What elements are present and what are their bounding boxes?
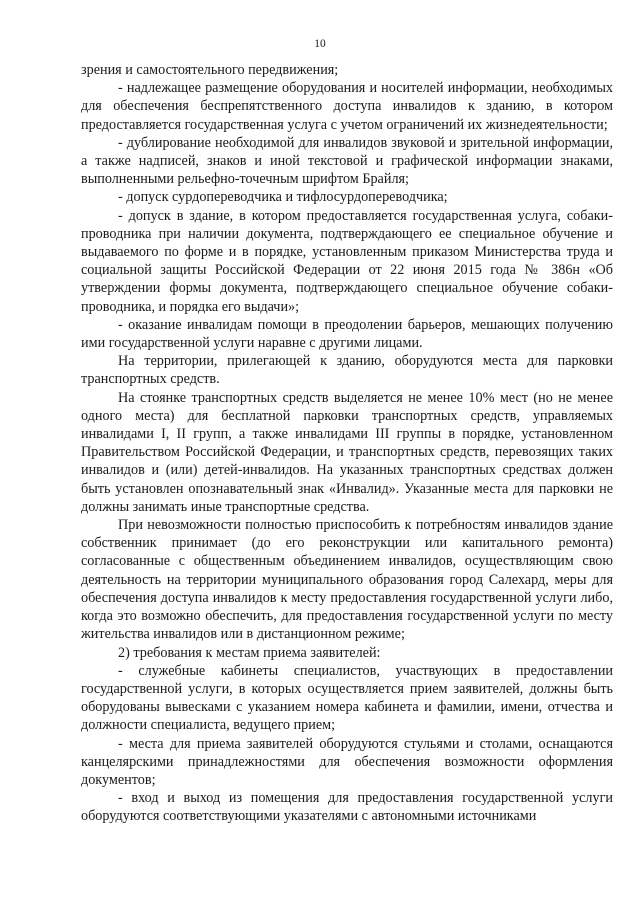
paragraph: - места для приема заявителей оборудуются стульями и столами, оснащаются канцелярскими принадлежностями для обеспечения возможности оформления документов; bbox=[81, 735, 613, 788]
paragraph: - дублирование необходимой для инвалидов звуковой и зрительной информации, а также надписей, знаков и иной текстовой и графической информации знаками, выполненными рельефно-точечным шрифтом Брайля; bbox=[81, 134, 613, 188]
paragraph: - оказание инвалидам помощи в преодолении барьеров, мешающих получению ими государственной услуги наравне с другими лицами. bbox=[81, 316, 613, 352]
paragraph: При невозможности полностью приспособить к потребностям инвалидов здание собственник принимает (до его реконструкции или капитального ремонта) согласованные с общественным объединением инвалидов, осуществляющим свою деятельность на территории муниципального образования город Салехард, меры для обеспечения доступа инвалидов к месту предоставления государственной услуги либо, когда это возможно обеспечить, для предоставления государственной услуги по месту жительства инвалидов или в дистанционном режиме; bbox=[81, 517, 613, 643]
paragraph: зрения и самостоятельного передвижения; bbox=[81, 62, 339, 78]
document-body bbox=[81, 61, 613, 826]
paragraph: - допуск сурдопереводчика и тифлосурдопереводчика; bbox=[118, 189, 448, 206]
paragraph: На стоянке транспортных средств выделяется не менее 10% мест (но не менее одного места) для бесплатной парковки транспортных средств, управляемых инвалидами I, II групп, а также инвалидами III группы в порядке, установленном Правительством Российской Федерации, и транспортных средств, перевозящих таких инвалидов и (или) детей-инвалидов. На указанных транспортных средствах должен быть установлен опознавательный знак «Инвалид». Указанные места для парковки не должны занимать иные транспортные средства. bbox=[81, 389, 613, 515]
paragraph: - надлежащее размещение оборудования и носителей информации, необходимых для обеспечения беспрепятственного доступа инвалидов к зданию, в котором предоставляется государственная услуга с учетом ограничений их жизнедеятельности; bbox=[81, 80, 613, 133]
paragraph: - служебные кабинеты специалистов, участвующих в предоставлении государственной услуги, в которых осуществляется прием заявителей, должны быть оборудованы вывесками с указанием номера кабинета и фамилии, имени, отчества и должности специалиста, ведущего прием; bbox=[81, 662, 613, 734]
paragraph: 2) требования к местам приема заявителей: bbox=[118, 644, 381, 661]
page-number: 10 bbox=[314, 38, 326, 50]
paragraph: На территории, прилегающей к зданию, оборудуются места для парковки транспортных средств. bbox=[81, 353, 613, 388]
paragraph: - вход и выход из помещения для предоставления государственной услуги оборудуются соответствующими указателями с автономными источниками bbox=[81, 790, 613, 825]
paragraph: - допуск в здание, в котором предоставляется государственная услуга, собаки-проводника при наличии документа, подтверждающего ее специальное обучение и выдаваемого по форме и в порядке, установленным приказом Министерства труда и социальной защиты Российской Федерации от 22 июня 2015 года № 386н «Об утверждении формы документа, подтверждающего специальное обучение собаки-проводника, и порядка его выдачи»; bbox=[81, 207, 613, 315]
